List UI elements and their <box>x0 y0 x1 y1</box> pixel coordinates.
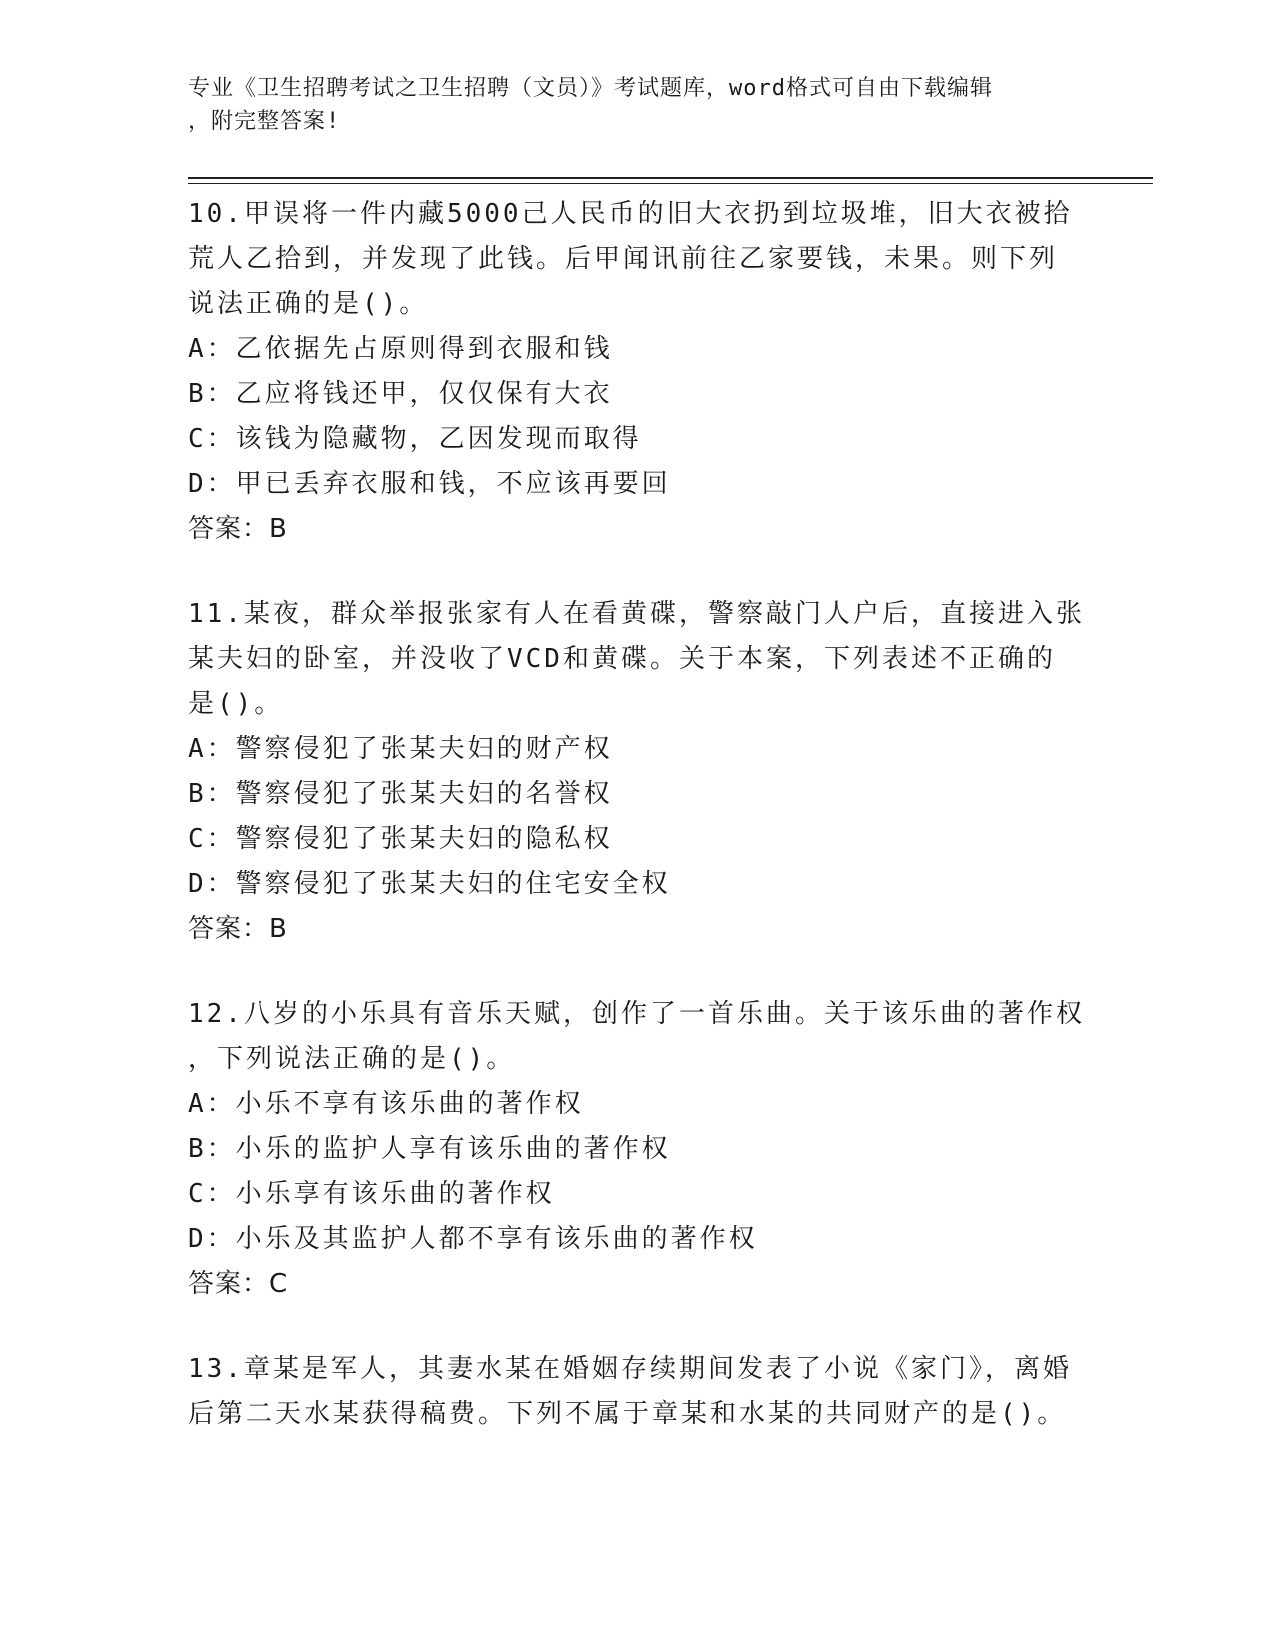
question-text-line: 10.甲误将一件内藏5000己人民币的旧大衣扔到垃圾堆，旧大衣被拾 <box>188 199 1073 229</box>
option-c: C：警察侵犯了张某夫妇的隐私权 <box>188 824 613 854</box>
question-list <box>188 192 1118 1477</box>
option-c: C：该钱为隐藏物，乙因发现而取得 <box>188 424 642 454</box>
question-text-line: 是()。 <box>188 689 284 719</box>
header-line-2: ，附完整答案! <box>188 109 341 134</box>
question-12 <box>188 992 1118 1307</box>
question-text-line: 12.八岁的小乐具有音乐天赋，创作了一首乐曲。关于该乐曲的著作权 <box>188 999 1085 1029</box>
document-header <box>188 72 1088 138</box>
option-a: A：乙依据先占原则得到衣服和钱 <box>188 334 613 364</box>
option-b: B：小乐的监护人享有该乐曲的著作权 <box>188 1134 671 1164</box>
question-text-line: 后第二天水某获得稿费。下列不属于章某和水某的共同财产的是()。 <box>188 1399 1067 1429</box>
question-text-line: 某夫妇的卧室，并没收了VCD和黄碟。关于本案，下列表述不正确的 <box>188 644 1056 674</box>
option-d: D：小乐及其监护人都不享有该乐曲的著作权 <box>188 1224 758 1254</box>
question-text-line: 说法正确的是()。 <box>188 289 429 319</box>
header-divider-thick <box>188 177 1153 179</box>
answer-line: 答案：B <box>188 514 288 544</box>
option-d: D：甲已丢弃衣服和钱，不应该再要回 <box>188 469 671 499</box>
question-13 <box>188 1347 1118 1437</box>
option-a: A：警察侵犯了张某夫妇的财产权 <box>188 734 613 764</box>
question-11 <box>188 592 1118 952</box>
question-10 <box>188 192 1118 552</box>
option-b: B：警察侵犯了张某夫妇的名誉权 <box>188 779 613 809</box>
option-b: B：乙应将钱还甲，仅仅保有大衣 <box>188 379 613 409</box>
option-d: D：警察侵犯了张某夫妇的住宅安全权 <box>188 869 671 899</box>
question-text-line: ，下列说法正确的是()。 <box>188 1044 516 1074</box>
answer-line: 答案：C <box>188 1269 289 1299</box>
question-text-line: 11.某夜，群众举报张家有人在看黄碟，警察敲门人户后，直接进入张 <box>188 599 1085 629</box>
option-c: C：小乐享有该乐曲的著作权 <box>188 1179 555 1209</box>
header-line-1: 专业《卫生招聘考试之卫生招聘（文员）》考试题库，word格式可自由下载编辑 <box>188 76 993 101</box>
question-text-line: 13.章某是军人，其妻水某在婚姻存续期间发表了小说《家门》，离婚 <box>188 1354 1072 1384</box>
answer-line: 答案：B <box>188 914 288 944</box>
option-a: A：小乐不享有该乐曲的著作权 <box>188 1089 584 1119</box>
question-text-line: 荒人乙拾到，并发现了此钱。后甲闻讯前往乙家要钱，未果。则下列 <box>188 244 1059 274</box>
header-divider-thin <box>188 183 1153 184</box>
